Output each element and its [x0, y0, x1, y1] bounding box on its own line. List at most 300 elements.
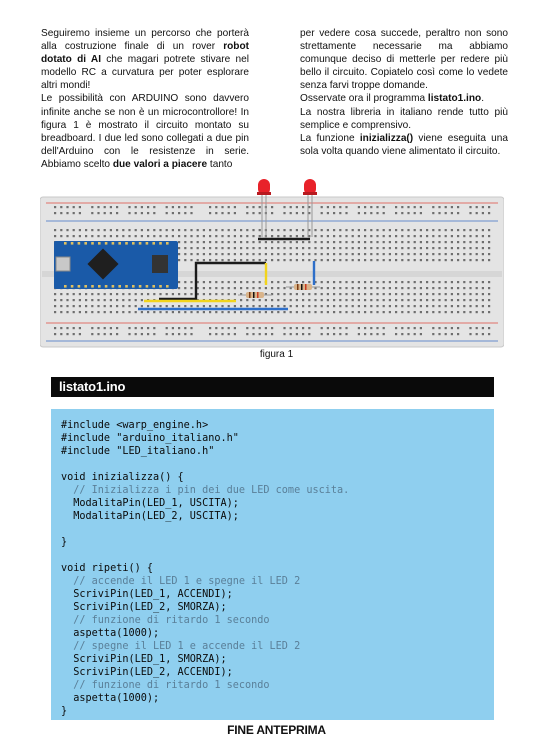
breadboard-hole	[79, 212, 81, 214]
breadboard-hole	[482, 281, 484, 283]
breadboard-hole	[153, 305, 155, 307]
breadboard-hole	[265, 253, 267, 255]
breadboard-hole	[228, 229, 230, 231]
breadboard-hole	[277, 253, 279, 255]
breadboard-hole	[302, 299, 304, 301]
breadboard-hole	[228, 293, 230, 295]
breadboard-hole	[215, 287, 217, 289]
breadboard-hole	[345, 305, 347, 307]
breadboard-hole	[116, 327, 118, 329]
breadboard-hole	[290, 229, 292, 231]
breadboard-hole	[234, 287, 236, 289]
arduino-pin-top	[78, 242, 81, 245]
breadboard-hole	[482, 299, 484, 301]
breadboard-hole	[221, 241, 223, 243]
breadboard-hole	[358, 305, 360, 307]
breadboard-hole	[265, 333, 267, 335]
breadboard-hole	[277, 311, 279, 313]
code-line: aspetta(1000);	[61, 693, 160, 704]
breadboard-hole	[426, 247, 428, 249]
breadboard-hole	[184, 333, 186, 335]
breadboard-hole	[476, 241, 478, 243]
breadboard-hole	[283, 311, 285, 313]
breadboard-hole	[116, 305, 118, 307]
breadboard-hole	[234, 229, 236, 231]
breadboard-hole	[364, 299, 366, 301]
breadboard-hole	[370, 333, 372, 335]
breadboard-hole	[445, 305, 447, 307]
breadboard-hole	[457, 229, 459, 231]
breadboard-hole	[54, 305, 56, 307]
breadboard-hole	[451, 235, 453, 237]
breadboard-hole	[308, 212, 310, 214]
breadboard-hole	[110, 299, 112, 301]
breadboard-hole	[376, 333, 378, 335]
breadboard-hole	[73, 235, 75, 237]
breadboard-hole	[308, 299, 310, 301]
breadboard-hole	[178, 287, 180, 289]
breadboard-hole	[79, 293, 81, 295]
breadboard-hole	[314, 235, 316, 237]
breadboard-hole	[116, 212, 118, 214]
breadboard-hole	[395, 311, 397, 313]
breadboard-hole	[296, 235, 298, 237]
breadboard-hole	[314, 241, 316, 243]
breadboard-hole	[383, 327, 385, 329]
breadboard-hole	[246, 305, 248, 307]
breadboard-hole	[91, 212, 93, 214]
breadboard-hole	[333, 259, 335, 261]
breadboard-hole	[420, 327, 422, 329]
breadboard-hole	[122, 229, 124, 231]
breadboard-hole	[488, 235, 490, 237]
breadboard-hole	[438, 253, 440, 255]
breadboard-hole	[383, 253, 385, 255]
breadboard-hole	[271, 253, 273, 255]
breadboard-hole	[376, 229, 378, 231]
breadboard-hole	[240, 305, 242, 307]
breadboard-hole	[79, 333, 81, 335]
breadboard-hole	[221, 287, 223, 289]
breadboard-hole	[389, 247, 391, 249]
breadboard-hole	[73, 229, 75, 231]
breadboard-hole	[352, 281, 354, 283]
breadboard-hole	[345, 293, 347, 295]
breadboard-hole	[383, 287, 385, 289]
breadboard-hole	[172, 327, 174, 329]
breadboard-hole	[246, 247, 248, 249]
breadboard-hole	[240, 287, 242, 289]
breadboard-hole	[79, 235, 81, 237]
breadboard-hole	[383, 229, 385, 231]
breadboard-hole	[122, 311, 124, 313]
breadboard-hole	[66, 206, 68, 208]
breadboard-hole	[370, 305, 372, 307]
breadboard-hole	[482, 247, 484, 249]
breadboard-hole	[203, 287, 205, 289]
breadboard-hole	[321, 311, 323, 313]
breadboard-hole	[321, 229, 323, 231]
breadboard-hole	[401, 212, 403, 214]
breadboard-hole	[190, 281, 192, 283]
text-run: Seguiremo insieme un percorso che porterà alla costruzione finale di un rover	[41, 28, 249, 53]
breadboard-hole	[395, 206, 397, 208]
breadboard-hole	[321, 206, 323, 208]
breadboard-hole	[476, 235, 478, 237]
breadboard-hole	[128, 229, 130, 231]
breadboard-hole	[327, 235, 329, 237]
breadboard-hole	[159, 229, 161, 231]
body-text-right-column	[300, 27, 508, 158]
breadboard-hole	[333, 333, 335, 335]
breadboard-hole	[259, 206, 261, 208]
breadboard-hole	[178, 333, 180, 335]
breadboard-hole	[159, 293, 161, 295]
breadboard-hole	[110, 206, 112, 208]
arduino-pin-top	[166, 242, 169, 245]
breadboard-hole	[370, 206, 372, 208]
breadboard-hole	[321, 293, 323, 295]
breadboard-hole	[228, 287, 230, 289]
breadboard-hole	[252, 253, 254, 255]
breadboard-hole	[445, 281, 447, 283]
breadboard-hole	[159, 305, 161, 307]
breadboard-hole	[190, 212, 192, 214]
breadboard-hole	[141, 333, 143, 335]
breadboard-hole	[401, 333, 403, 335]
breadboard-hole	[401, 241, 403, 243]
breadboard-hole	[376, 287, 378, 289]
breadboard-hole	[445, 333, 447, 335]
breadboard-hole	[364, 327, 366, 329]
breadboard-hole	[370, 212, 372, 214]
breadboard-hole	[395, 235, 397, 237]
breadboard-hole	[383, 281, 385, 283]
breadboard-hole	[116, 299, 118, 301]
led-2-base	[303, 192, 317, 195]
breadboard-hole	[283, 293, 285, 295]
breadboard-hole	[482, 287, 484, 289]
arduino-pin-bottom	[78, 285, 81, 288]
breadboard-hole	[327, 212, 329, 214]
breadboard-hole	[445, 229, 447, 231]
breadboard-hole	[234, 247, 236, 249]
breadboard-hole	[246, 287, 248, 289]
breadboard-hole	[91, 305, 93, 307]
breadboard-hole	[432, 311, 434, 313]
breadboard-hole	[283, 241, 285, 243]
breadboard-hole	[438, 305, 440, 307]
breadboard-hole	[122, 305, 124, 307]
breadboard-hole	[271, 333, 273, 335]
breadboard-hole	[364, 235, 366, 237]
breadboard-hole	[364, 287, 366, 289]
breadboard-hole	[240, 241, 242, 243]
text-run: viene eseguita una sola volta quando viene alimentato il circuito.	[300, 132, 509, 157]
breadboard-hole	[110, 229, 112, 231]
breadboard-hole	[246, 327, 248, 329]
paragraph	[300, 27, 508, 92]
breadboard-hole	[265, 311, 267, 313]
breadboard-hole	[370, 299, 372, 301]
breadboard-hole	[228, 253, 230, 255]
breadboard-circuit-figure	[40, 175, 504, 350]
breadboard-hole	[252, 206, 254, 208]
breadboard-hole	[283, 299, 285, 301]
breadboard-hole	[308, 293, 310, 295]
breadboard-hole	[290, 235, 292, 237]
breadboard-hole	[352, 299, 354, 301]
breadboard-hole	[277, 293, 279, 295]
breadboard-hole	[426, 287, 428, 289]
breadboard-hole	[314, 253, 316, 255]
breadboard-hole	[79, 206, 81, 208]
breadboard-hole	[395, 281, 397, 283]
breadboard-hole	[370, 287, 372, 289]
breadboard-hole	[271, 241, 273, 243]
breadboard-hole	[246, 259, 248, 261]
breadboard-hole	[364, 259, 366, 261]
breadboard-hole	[60, 293, 62, 295]
breadboard-hole	[110, 333, 112, 335]
breadboard-hole	[476, 259, 478, 261]
breadboard-hole	[147, 206, 149, 208]
breadboard-hole	[265, 247, 267, 249]
breadboard-hole	[234, 241, 236, 243]
breadboard-hole	[104, 299, 106, 301]
breadboard-hole	[265, 327, 267, 329]
breadboard-hole	[153, 333, 155, 335]
breadboard-hole	[128, 327, 130, 329]
arduino-pin-top	[112, 242, 115, 245]
breadboard-hole	[352, 235, 354, 237]
breadboard-hole	[364, 253, 366, 255]
breadboard-hole	[97, 206, 99, 208]
breadboard-hole	[228, 235, 230, 237]
breadboard-hole	[438, 247, 440, 249]
breadboard-hole	[389, 281, 391, 283]
breadboard-hole	[383, 311, 385, 313]
breadboard-hole	[209, 287, 211, 289]
resistor-1	[246, 292, 264, 298]
breadboard-hole	[438, 229, 440, 231]
breadboard-hole	[178, 281, 180, 283]
breadboard-hole	[234, 311, 236, 313]
breadboard-hole	[265, 259, 267, 261]
breadboard-hole	[85, 293, 87, 295]
breadboard-hole	[184, 305, 186, 307]
breadboard-hole	[296, 259, 298, 261]
arduino-pin-bottom	[152, 285, 155, 288]
breadboard-hole	[327, 229, 329, 231]
breadboard-hole	[389, 293, 391, 295]
breadboard-hole	[166, 327, 168, 329]
breadboard-hole	[395, 333, 397, 335]
breadboard-hole	[252, 327, 254, 329]
breadboard-hole	[488, 206, 490, 208]
breadboard-hole	[308, 281, 310, 283]
breadboard-hole	[141, 235, 143, 237]
breadboard-hole	[302, 293, 304, 295]
breadboard-hole	[283, 327, 285, 329]
paragraph	[300, 132, 508, 158]
breadboard-hole	[209, 293, 211, 295]
breadboard-hole	[376, 293, 378, 295]
breadboard-hole	[302, 229, 304, 231]
breadboard-hole	[116, 229, 118, 231]
breadboard-hole	[73, 311, 75, 313]
breadboard-hole	[376, 299, 378, 301]
breadboard-hole	[85, 305, 87, 307]
breadboard-hole	[283, 259, 285, 261]
breadboard-hole	[321, 281, 323, 283]
breadboard-hole	[383, 241, 385, 243]
breadboard-hole	[401, 305, 403, 307]
breadboard-hole	[333, 229, 335, 231]
breadboard-hole	[79, 311, 81, 313]
breadboard-hole	[228, 327, 230, 329]
breadboard-hole	[314, 259, 316, 261]
bold-text: listato1.ino	[427, 93, 482, 105]
breadboard-hole	[122, 299, 124, 301]
breadboard-hole	[476, 281, 478, 283]
breadboard-hole	[283, 212, 285, 214]
listing-title-bar: listato1.ino	[51, 377, 494, 397]
breadboard-hole	[432, 253, 434, 255]
breadboard-hole	[401, 327, 403, 329]
breadboard-hole	[432, 333, 434, 335]
breadboard-hole	[469, 235, 471, 237]
breadboard-hole	[259, 327, 261, 329]
breadboard-hole	[246, 229, 248, 231]
breadboard-hole	[327, 241, 329, 243]
text-run: La nostra libreria in italiano rende tutto più semplice e comprensivo.	[300, 106, 508, 131]
breadboard-hole	[327, 206, 329, 208]
breadboard-hole	[203, 247, 205, 249]
breadboard-hole	[153, 235, 155, 237]
breadboard-hole	[321, 212, 323, 214]
breadboard-hole	[370, 229, 372, 231]
body-text-left-column	[41, 27, 249, 171]
breadboard-hole	[352, 241, 354, 243]
breadboard-hole	[463, 311, 465, 313]
arduino-pin-top	[132, 242, 135, 245]
breadboard-hole	[308, 247, 310, 249]
breadboard-hole	[438, 333, 440, 335]
breadboard-hole	[482, 305, 484, 307]
breadboard-hole	[420, 229, 422, 231]
breadboard-hole	[296, 206, 298, 208]
breadboard-hole	[79, 327, 81, 329]
breadboard-hole	[327, 311, 329, 313]
breadboard-hole	[135, 327, 137, 329]
breadboard-hole	[414, 281, 416, 283]
breadboard-hole	[73, 327, 75, 329]
breadboard-hole	[203, 281, 205, 283]
code-line: ScriviPin(LED_2, ACCENDI);	[61, 667, 233, 678]
breadboard-hole	[252, 259, 254, 261]
breadboard-hole	[240, 253, 242, 255]
breadboard-hole	[141, 311, 143, 313]
resistor-1-band	[249, 292, 251, 298]
breadboard-hole	[135, 235, 137, 237]
breadboard-hole	[389, 253, 391, 255]
breadboard-hole	[246, 235, 248, 237]
breadboard-hole	[482, 241, 484, 243]
breadboard-hole	[135, 293, 137, 295]
breadboard-hole	[352, 293, 354, 295]
arduino-pin-bottom	[105, 285, 108, 288]
breadboard-hole	[252, 235, 254, 237]
code-line: #include "LED_italiano.h"	[61, 446, 215, 457]
breadboard-hole	[116, 311, 118, 313]
breadboard-hole	[345, 212, 347, 214]
breadboard-hole	[395, 259, 397, 261]
breadboard-hole	[420, 247, 422, 249]
breadboard-hole	[91, 229, 93, 231]
breadboard-hole	[296, 247, 298, 249]
breadboard-hole	[389, 287, 391, 289]
breadboard-hole	[203, 229, 205, 231]
breadboard-hole	[438, 287, 440, 289]
breadboard-hole	[364, 333, 366, 335]
bold-text: due valori a piacere	[112, 158, 208, 170]
breadboard-hole	[420, 259, 422, 261]
breadboard-hole	[414, 327, 416, 329]
breadboard-hole	[147, 333, 149, 335]
arduino-pin-top	[64, 242, 67, 245]
breadboard-hole	[414, 235, 416, 237]
text-run: per vedere cosa succede, peraltro non sono strettamente necessarie ma abbiamo comunque deciso di metterle per redere più bello il circuito. Copiatelo così come lo vedete senza farvi troppe domande.	[300, 28, 508, 92]
breadboard-hole	[345, 247, 347, 249]
breadboard-hole	[451, 212, 453, 214]
breadboard-hole	[339, 293, 341, 295]
arduino-pin-top	[159, 242, 162, 245]
breadboard-hole	[445, 253, 447, 255]
breadboard-hole	[401, 229, 403, 231]
breadboard-hole	[420, 253, 422, 255]
breadboard-hole	[339, 253, 341, 255]
breadboard-hole	[79, 305, 81, 307]
breadboard-hole	[358, 212, 360, 214]
breadboard-hole	[54, 333, 56, 335]
breadboard-hole	[296, 311, 298, 313]
breadboard-hole	[141, 305, 143, 307]
breadboard-hole	[228, 206, 230, 208]
breadboard-hole	[463, 259, 465, 261]
breadboard-hole	[358, 293, 360, 295]
breadboard-hole	[445, 259, 447, 261]
breadboard-hole	[401, 235, 403, 237]
breadboard-hole	[457, 287, 459, 289]
end-preview-label: FINE ANTEPRIMA	[227, 723, 326, 737]
arduino-pin-top	[105, 242, 108, 245]
breadboard-hole	[469, 206, 471, 208]
breadboard-hole	[395, 253, 397, 255]
breadboard-hole	[339, 287, 341, 289]
breadboard-hole	[364, 241, 366, 243]
breadboard-hole	[209, 333, 211, 335]
breadboard-hole	[91, 299, 93, 301]
breadboard-hole	[116, 293, 118, 295]
led-1-base	[257, 192, 271, 195]
breadboard-hole	[215, 259, 217, 261]
breadboard-hole	[482, 253, 484, 255]
breadboard-hole	[463, 305, 465, 307]
breadboard-hole	[296, 281, 298, 283]
breadboard-hole	[73, 305, 75, 307]
paragraph	[41, 92, 249, 171]
